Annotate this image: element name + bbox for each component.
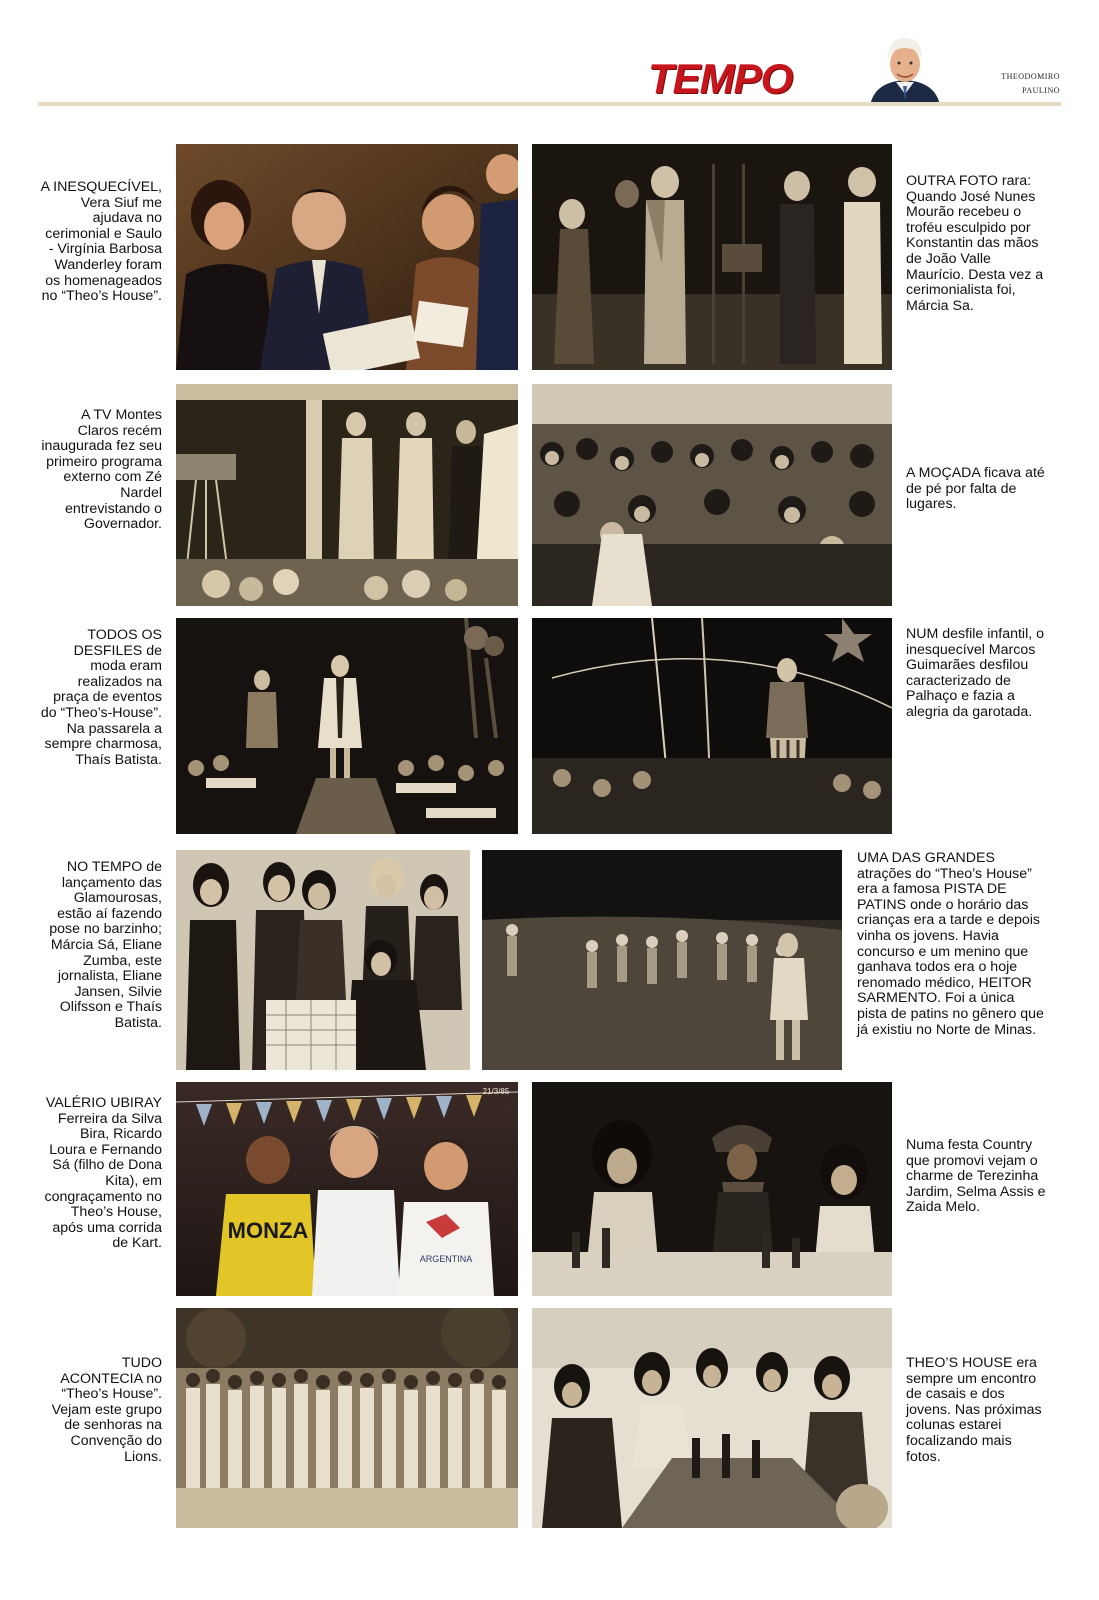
photo-clown-parade xyxy=(532,618,892,834)
photo-crowd-standing xyxy=(532,384,892,606)
photo-couples-table xyxy=(532,1308,892,1528)
caption-tv-montes-claros: A TV Montes Claros recém inaugurada fez seu primeiro programa externo com Zé Nardel entrevistando o Governador. xyxy=(41,407,162,533)
monza-shirt-text: MONZA xyxy=(227,1218,309,1243)
caption-vera-siuf: A INESQUECÍVEL, Vera Siuf me ajudava no cerimonial e Saulo - Virgínia Barbosa Wanderley foram os homenageados no “Theo’s House”. xyxy=(40,179,162,305)
photo-trophy-award xyxy=(532,144,892,370)
photo-ceremony-honorees xyxy=(176,144,518,370)
argentina-shirt-text: ARGENTINA xyxy=(419,1254,473,1264)
caption-theos-house: THEO’S HOUSE era sempre um encontro de casais e dos jovens. Nas próximas colunas estarei focalizando mais fotos. xyxy=(906,1355,1042,1465)
photo-country-party xyxy=(532,1082,892,1296)
caption-trophy: OUTRA FOTO rara: Quando José Nunes Mourão recebeu o troféu esculpido por Konstantin das mãos de João Valle Maurício. Desta vez a cerimonialista foi, Márcia Sa. xyxy=(906,173,1044,314)
photo-lions-convention xyxy=(176,1308,518,1528)
author-name: THEODOMIRO PAULINO xyxy=(1001,72,1060,95)
caption-desfiles: TODOS OS DESFILES de moda eram realizados na praça de eventos do “Theo’s-House”. Na passarela a sempre charmosa, Thaís Batista. xyxy=(40,627,162,768)
caption-mocada: A MOÇADA ficava até de pé por falta de lugares. xyxy=(906,465,1045,513)
tempo-logo: TEMPO xyxy=(648,55,793,102)
caption-pista-patins: UMA DAS GRANDES atrações do “Theo’s House” era a famosa PISTA DE PATINS onde o horário das crianças era a tarde e depois vinha os jovens. Havia concurso e um menino que ganhava todos era o hoje renomado médico, HEITOR SARMENTO. Foi a única pista de patins no gênero que já existiu no Norte de Minas. xyxy=(857,850,1044,1038)
photo-glamourosas-bar xyxy=(176,850,470,1070)
caption-palhaco: NUM desfile infantil, o inesquecível Marcos Guimarães desfilou caracterizado de Palhaço e fazia a alegria da garotada. xyxy=(906,626,1044,720)
caption-glamourosas: NO TEMPO de lançamento das Glamourosas, estão aí fazendo pose no barzinho; Márcia Sá, Eliane Zumba, este jornalista, Eliane Jansen, Silvie Olifsson e Thaís Batista. xyxy=(49,859,162,1031)
photo-date-mark: 21/3/85 xyxy=(482,1087,510,1096)
photo-skating-rink xyxy=(482,850,842,1070)
photo-fashion-runway xyxy=(176,618,518,834)
photo-kart-friends xyxy=(176,1082,518,1296)
author-portrait xyxy=(866,30,944,106)
header-rule xyxy=(38,102,1061,106)
caption-festa-country: Numa festa Country que promovi vejam o charme de Terezinha Jardim, Selma Assis e Zaida Melo. xyxy=(906,1137,1046,1216)
caption-valerio: VALÉRIO UBIRAY Ferreira da Silva Bira, Ricardo Loura e Fernando Sá (filho de Dona Kita), em congraçamento no Theo’s House, após uma corrida de Kart. xyxy=(44,1095,162,1252)
caption-lions: TUDO ACONTECIA no “Theo’s House”. Vejam este grupo de senhoras na Convenção do Lions. xyxy=(51,1355,162,1465)
page-header xyxy=(0,0,1099,110)
photo-tv-interview xyxy=(176,384,518,606)
